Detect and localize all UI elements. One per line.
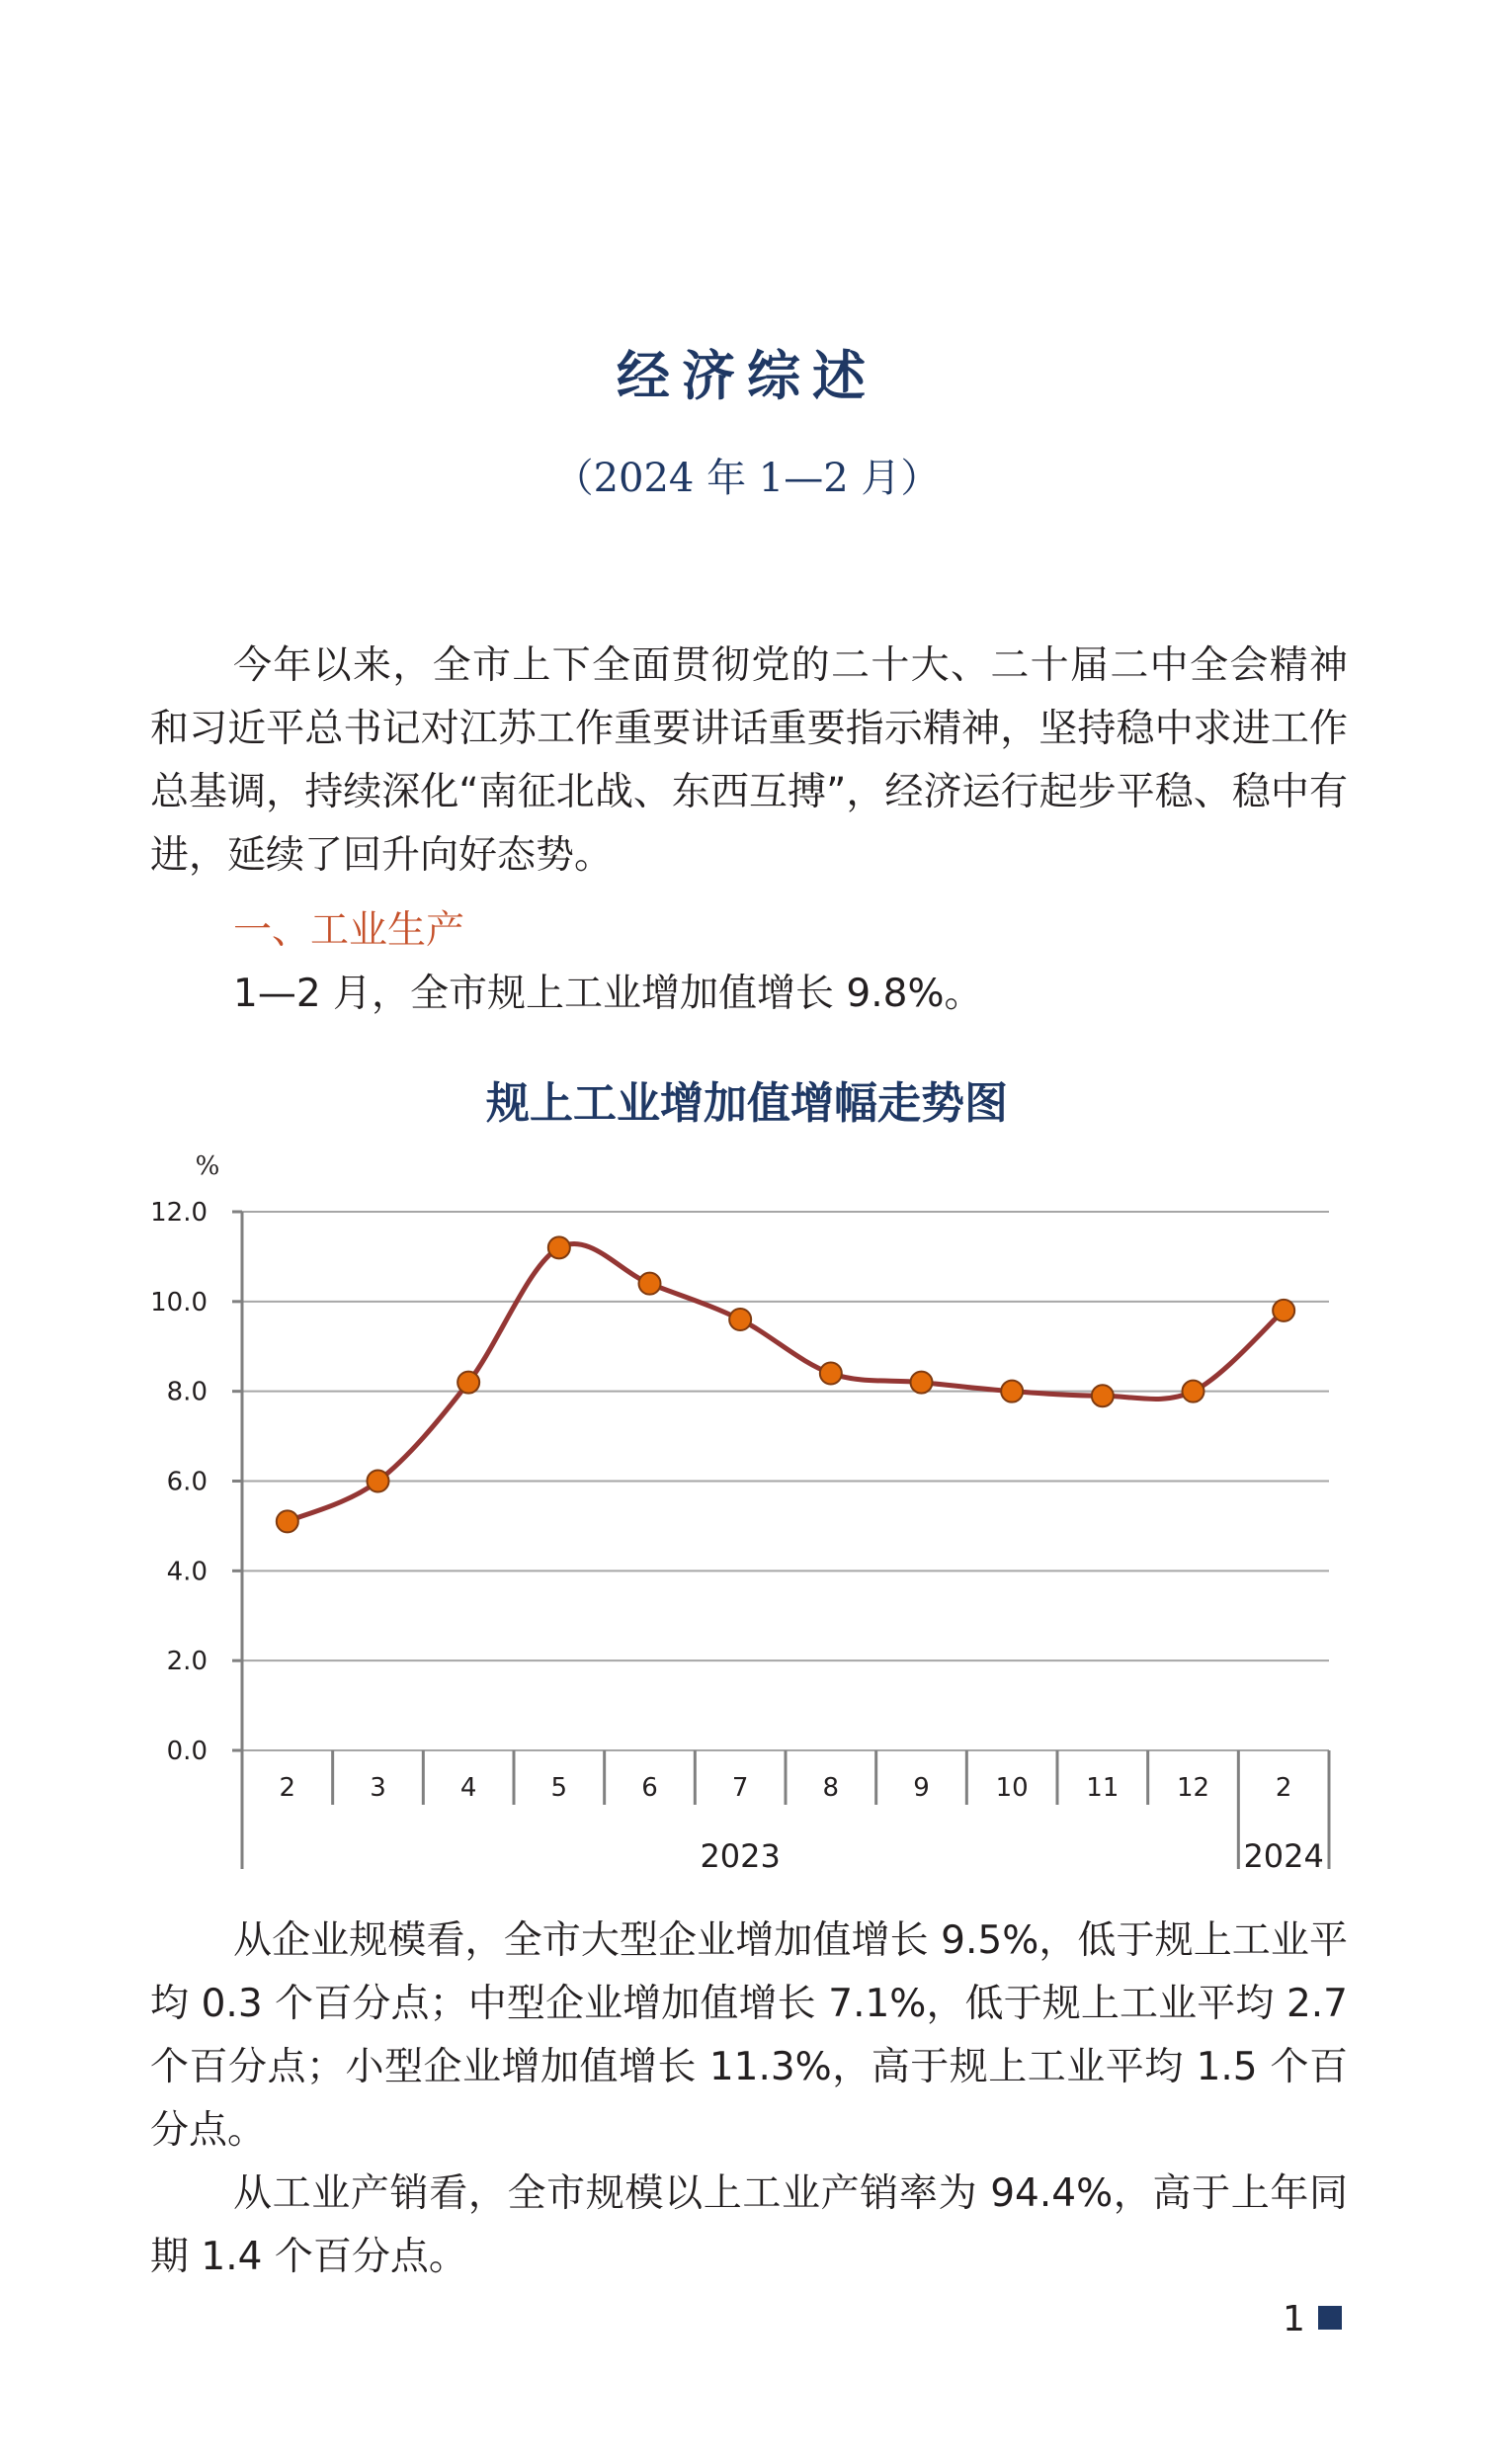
page-title: 经济综述 [617, 344, 877, 407]
scale-paragraph: 从企业规模看，全市大型企业增加值增长 9.5%，低于规上工业平均 0.3 个百分点；中型企业增加值增长 7.1%，低于规上工业平均 2.7 个百分点；小型企业增加值增长 11.3%，高于规上工业平均 1.5 个百分点。 [150, 1918, 1348, 2153]
x-tick-label: 2 [279, 1773, 296, 1803]
data-point [457, 1372, 479, 1394]
chart-grid [242, 1212, 1329, 1750]
page-marker-square [1318, 2306, 1342, 2330]
y-tick-label: 6.0 [166, 1467, 208, 1497]
x-tick-label: 4 [459, 1773, 477, 1803]
data-point [1092, 1385, 1114, 1406]
chart-title: 规上工业增加值增幅走势图 [486, 1078, 1008, 1129]
x-tick-label: 10 [995, 1773, 1029, 1803]
y-tick-label: 4.0 [166, 1557, 208, 1587]
x-tick-label: 11 [1086, 1773, 1120, 1803]
y-axis-unit: % [195, 1151, 220, 1181]
page-subtitle: （2024 年 1—2 月） [553, 456, 941, 501]
line-chart [0, 1137, 1494, 1888]
data-point [1273, 1300, 1294, 1321]
intro-paragraph: 今年以来，全市上下全面贯彻党的二十大、二十届二中全会精神和习近平总书记对江苏工作重要讲话重要指示精神，坚持稳中求进工作总基调，持续深化“南征北战、东西互搏”，经济运行起步平稳、稳中有进，延续了回升向好态势。 [150, 643, 1348, 878]
year-labels [700, 1837, 1323, 1875]
data-point [1183, 1381, 1204, 1402]
data-point [639, 1273, 661, 1295]
x-tick-label: 5 [550, 1773, 568, 1803]
data-point [729, 1309, 751, 1330]
y-tick-label: 2.0 [166, 1647, 208, 1677]
section-heading-industry: 一、工业生产 [233, 908, 465, 953]
y-tick-label: 8.0 [166, 1377, 208, 1407]
year-label: 2024 [1243, 1837, 1324, 1875]
industry-summary: 1—2 月，全市规上工业增加值增长 9.8%。 [233, 972, 983, 1016]
x-tick-label: 12 [1176, 1773, 1210, 1803]
x-tick-label: 9 [913, 1773, 930, 1803]
data-point [820, 1363, 842, 1385]
x-tick-label: 3 [370, 1773, 386, 1803]
y-axis-labels [150, 1198, 208, 1766]
x-tick-label: 6 [641, 1773, 658, 1803]
y-tick-label: 12.0 [150, 1198, 208, 1228]
page-number: 1 [1283, 2299, 1305, 2339]
series-line [288, 1243, 1284, 1521]
y-tick-label: 10.0 [150, 1287, 208, 1317]
year-label: 2023 [700, 1837, 781, 1875]
x-tick-label: 2 [1275, 1773, 1292, 1803]
chart-axes [232, 1212, 1329, 1869]
data-point [277, 1510, 298, 1532]
y-tick-label: 0.0 [166, 1737, 208, 1766]
sales-paragraph: 从工业产销看，全市规模以上工业产销率为 94.4%，高于上年同期 1.4 个百分点。 [150, 2171, 1348, 2279]
x-tick-label: 8 [822, 1773, 840, 1803]
data-point [548, 1236, 570, 1258]
data-point [1001, 1381, 1023, 1402]
data-point [911, 1372, 933, 1394]
series-markers [277, 1236, 1294, 1532]
x-tick-label: 7 [731, 1773, 749, 1803]
data-point [368, 1471, 389, 1492]
